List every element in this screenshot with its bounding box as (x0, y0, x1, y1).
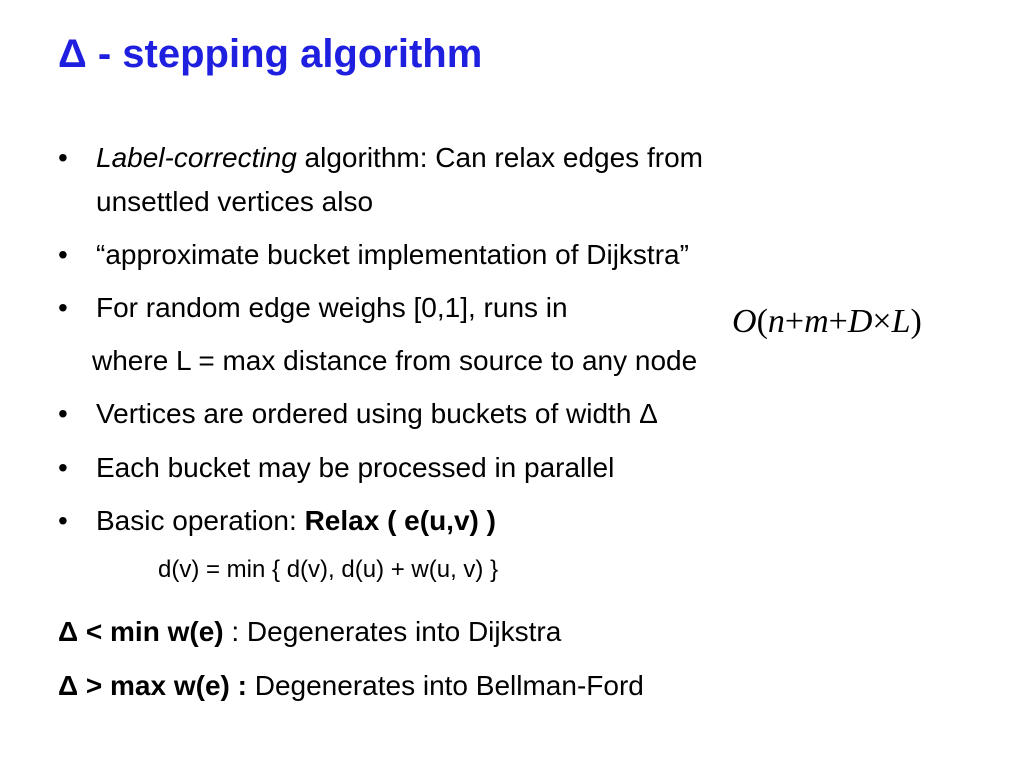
complexity-formula (732, 300, 922, 344)
math-close-paren: ) (910, 303, 922, 340)
bullet-marker: • (58, 142, 68, 173)
bullet-text: “approximate bucket implementation of Dijkstra” (96, 239, 689, 270)
bullet-italic-term: Label-correcting (96, 142, 297, 173)
bullet-text: Vertices are ordered using buckets of width Δ (96, 398, 658, 429)
bullet-marker: • (58, 398, 68, 429)
math-open-paren: ( (756, 303, 768, 340)
bullet-buckets-width (58, 392, 658, 436)
math-m: m (804, 303, 829, 340)
conclusion-condition: Δ < min w(e) (58, 616, 224, 647)
conclusion-dijkstra (58, 610, 561, 654)
conclusion-text: Degenerates into Bellman-Ford (246, 670, 644, 701)
bullet-marker: • (58, 239, 68, 270)
conclusion-text: : Degenerates into Dijkstra (223, 616, 562, 647)
bullet-text: Each bucket may be processed in parallel (96, 452, 615, 483)
bullet-continuation: unsettled vertices also (96, 186, 374, 217)
relax-formula: d(v) = min { d(v), d(u) + w(u, v) } (158, 556, 499, 583)
math-o: O (732, 303, 757, 340)
bullet-marker: • (58, 292, 68, 323)
bullet-bold-term: Relax ( e(u,v) ) (304, 505, 496, 536)
bullet-marker: • (58, 505, 68, 536)
bullet-parallel (58, 446, 614, 490)
slide-title: Δ - stepping algorithm (58, 32, 483, 76)
bullet-approximate-bucket (58, 233, 689, 277)
bullet-random-weights (58, 286, 568, 330)
bullet-text: For random edge weighs [0,1], runs in (96, 292, 568, 323)
bullet-continuation: where L = max distance from source to any node (92, 345, 698, 376)
bullet-marker: • (58, 452, 68, 483)
conclusion-bellman-ford (58, 664, 644, 708)
bullet-label-correcting (58, 136, 703, 180)
math-d: D (847, 303, 873, 340)
bullet-basic-operation (58, 499, 496, 543)
math-times: × (872, 303, 892, 340)
math-l: L (891, 303, 911, 340)
math-plus: + (828, 303, 848, 340)
conclusion-condition: Δ > max w(e) : (58, 670, 247, 701)
bullet-text: Basic operation: (96, 505, 305, 536)
math-plus: + (784, 303, 805, 340)
bullet-text: algorithm: Can relax edges from (296, 142, 703, 173)
math-n: n (767, 303, 785, 340)
